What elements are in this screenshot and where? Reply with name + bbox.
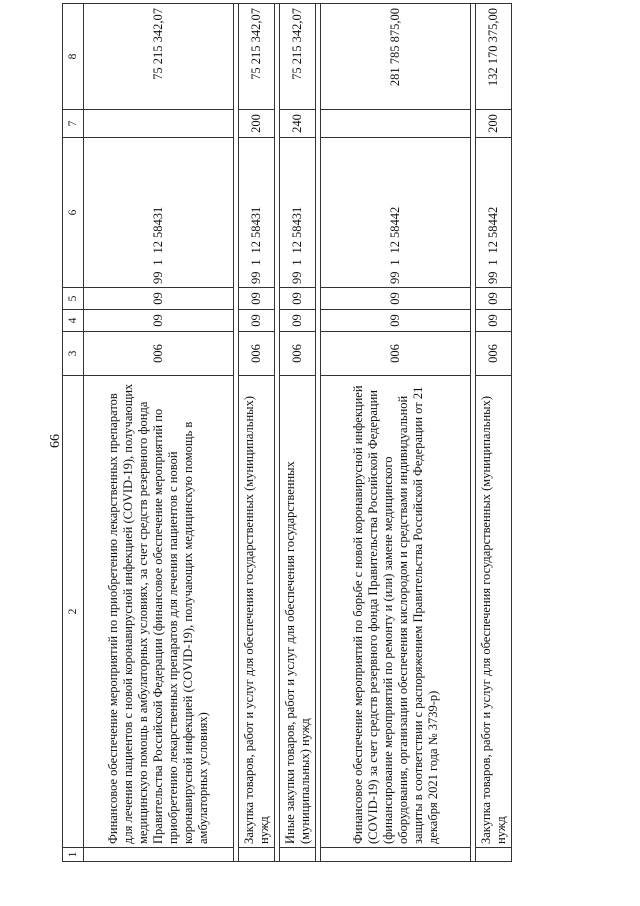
row-csr	[280, 138, 316, 288]
row-rz: 09	[321, 310, 471, 332]
header-cell-6: 6	[63, 138, 84, 288]
row-pr: 09	[476, 288, 512, 310]
csr-part: 1	[486, 259, 500, 266]
csr-part: 1	[290, 259, 304, 266]
csr-part: 58442	[388, 206, 402, 238]
budget-table	[62, 3, 512, 862]
row-pr: 09	[84, 288, 234, 310]
row-amount: 75 215 342,07	[239, 4, 275, 110]
table-row	[84, 4, 234, 862]
csr-part: 1	[249, 259, 263, 266]
row-amount: 132 170 375,00	[476, 4, 512, 110]
row-amount: 281 785 875,00	[321, 4, 471, 110]
row-amount: 75 215 342,07	[280, 4, 316, 110]
csr-part: 99	[249, 271, 263, 284]
csr-part: 99	[290, 271, 304, 284]
table-row	[321, 4, 471, 862]
header-cell-4: 4	[63, 310, 84, 332]
row-rz: 09	[84, 310, 234, 332]
row-csr	[239, 138, 275, 288]
row-pr: 09	[321, 288, 471, 310]
row-csr	[321, 138, 471, 288]
row-marker-cell	[84, 848, 234, 862]
page-number: 66	[48, 434, 63, 448]
csr-part: 1	[151, 259, 165, 266]
csr-part: 99	[388, 271, 402, 284]
row-marker-cell	[476, 848, 512, 862]
row-marker-cell	[321, 848, 471, 862]
row-vr: 240	[280, 110, 316, 138]
table-row	[239, 4, 275, 862]
row-csr	[476, 138, 512, 288]
row-grbs: 006	[476, 332, 512, 376]
row-vr: 200	[239, 110, 275, 138]
csr-part: 12	[290, 241, 304, 254]
row-grbs: 006	[280, 332, 316, 376]
row-name: Финансовое обеспечение мероприятий по приобретению лекарственных препаратов для лечения пациентов с новой коронавирусной инфекцией (COVID-19), получающих медицинскую помощь в амбулаторных условиях, за счет средств резервного фонда Правительства Российской Федерации (финансовое обеспечение мероприятий по приобретению лекарственных препаратов для лечения пациентов с новой коронавирусной инфекцией (COVID-19), получающих медицинскую помощь в амбулаторных условиях)	[84, 376, 234, 848]
row-grbs: 006	[84, 332, 234, 376]
row-pr: 09	[280, 288, 316, 310]
row-rz: 09	[280, 310, 316, 332]
csr-part: 99	[151, 271, 165, 284]
row-vr	[321, 110, 471, 138]
row-amount: 75 215 342,07	[84, 4, 234, 110]
csr-part: 1	[388, 259, 402, 266]
row-marker-cell	[280, 848, 316, 862]
row-name: Закупка товаров, работ и услуг для обеспечения государственных (муниципальных) нужд	[476, 376, 512, 848]
row-grbs: 006	[321, 332, 471, 376]
csr-part: 99	[486, 271, 500, 284]
header-cell-2: 2	[63, 376, 84, 848]
header-cell-1: 1	[63, 848, 84, 862]
row-pr: 09	[239, 288, 275, 310]
row-name: Финансовое обеспечение мероприятий по борьбе с новой коронавирусной инфекцией (COVID-19) за счет средств резервного фонда Правительства Российской Федерации (финансирование мероприятий по ремонту и (или) замене медицинского оборудования, организации обеспечения кислородом и средствами индивидуальной защиты в соответствии с распоряжением Правительства Российской Федерации от 21 декабря 2021 года № 3739-р)	[321, 376, 471, 848]
table-row	[476, 4, 512, 862]
csr-part: 58442	[486, 206, 500, 238]
header-cell-7: 7	[63, 110, 84, 138]
row-csr	[84, 138, 234, 288]
table-row	[280, 4, 316, 862]
csr-part: 12	[151, 241, 165, 254]
header-cell-3: 3	[63, 332, 84, 376]
row-vr	[84, 110, 234, 138]
row-name: Закупка товаров, работ и услуг для обеспечения государственных (муниципальных) нужд	[239, 376, 275, 848]
header-cell-5: 5	[63, 288, 84, 310]
row-rz: 09	[239, 310, 275, 332]
csr-part: 58431	[249, 206, 263, 238]
csr-part: 12	[486, 241, 500, 254]
csr-part: 12	[388, 241, 402, 254]
row-vr: 200	[476, 110, 512, 138]
csr-part: 12	[249, 241, 263, 254]
row-marker-cell	[239, 848, 275, 862]
header-row	[63, 4, 84, 862]
csr-part: 58431	[290, 206, 304, 238]
row-rz: 09	[476, 310, 512, 332]
header-cell-8: 8	[63, 4, 84, 110]
row-grbs: 006	[239, 332, 275, 376]
row-name: Иные закупки товаров, работ и услуг для обеспечения государственных (муниципальных) нужд	[280, 376, 316, 848]
csr-part: 58431	[151, 206, 165, 238]
